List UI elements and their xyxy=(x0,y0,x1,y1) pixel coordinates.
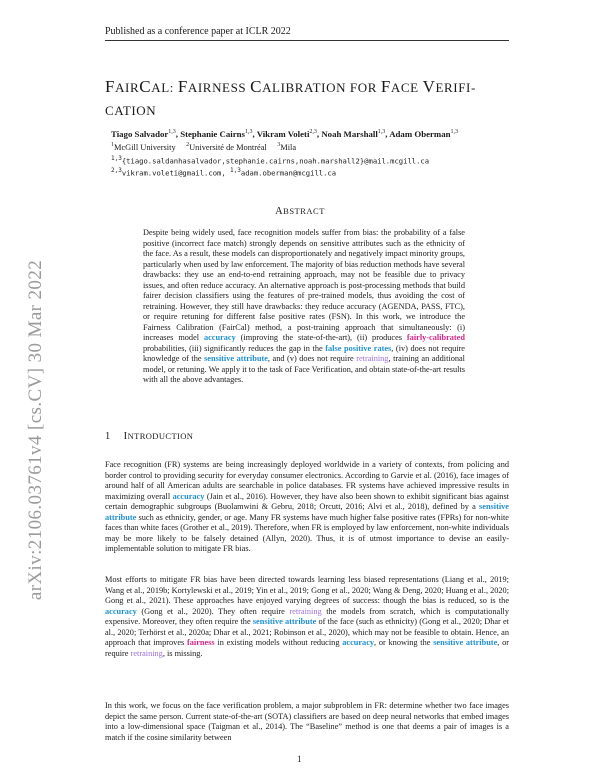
author-affil-sup: 1,3 xyxy=(377,129,386,136)
email-sup: 1,3 xyxy=(230,167,241,174)
author-name: Adam Oberman xyxy=(389,129,451,139)
paragraph-text: , or require xyxy=(105,638,509,658)
heading-smallcaps: NTRODUCTION xyxy=(127,431,194,441)
paragraph-text: such as ethnicity, gender, or age. Many FR systems have much higher false positive rates (FPRs) for non-white faces than white faces (Grother et al., 2019). Therefore, when FR is employed by law enforcement, non-white individuals may be more likely to be falsely detained (Allyn, 2020). Thus, it is of utmost importance to devise an easily-implementable solution to mitigate FR bias. xyxy=(105,512,509,553)
keyword-retraining: retraining xyxy=(289,606,322,616)
section-number: 1 xyxy=(105,431,111,442)
intro-paragraph-3: In this work, we focus on the face verification problem, a major subproblem in FR: determine whether two face images depict the same person. Current state-of-the-art (SOTA) classifiers are based on deep neural networks that embed images into a low-dimensional space (Taigman et al., 2014). The “Baseline” method is one that deems a pair of images is a match if the cosine similarity between xyxy=(105,701,509,742)
title-smallcaps: ACE xyxy=(390,80,423,95)
heading-smallcaps: BSTRACT xyxy=(283,206,325,216)
email-line-1 xyxy=(111,155,429,165)
author-name: Vikram Voleti xyxy=(256,129,310,139)
affiliation: Université de Montréal xyxy=(189,142,267,152)
email-sup: 1,3 xyxy=(111,155,122,162)
paragraph-text: in existing models without reducing xyxy=(214,638,343,647)
paragraph-text: Face recognition (FR) systems are being increasingly deployed worldwide in a variety of contexts, from policing and border control to providing security for everyday consumer electronics. According to Garvie et al. (2016), face images of around half of all American adults are searchable in police databases. FR systems have achieved impressive results in maximizing overall xyxy=(105,460,509,501)
keyword-accuracy: accuracy xyxy=(203,333,236,342)
abstract-heading xyxy=(0,206,600,217)
abstract-text: probabilities, (iii) significantly reduces the gap in the xyxy=(143,343,326,353)
paragraph-text: (Jain et al., 2016). However, they have also been shown to exhibit significant bias against certain demographic subgroups (Buolamwini & Gebru, 2018; Orcutt, 2016; Alvi et al., 2018), defined by a xyxy=(105,491,509,511)
title-initial: C xyxy=(250,77,263,96)
abstract-body xyxy=(143,228,465,386)
paragraph-text: the models from scratch, which is computationally expensive. Moreover, they often require the xyxy=(105,606,509,626)
title-initial: F xyxy=(105,77,116,96)
section-heading-introduction xyxy=(105,431,193,442)
keyword-false-positive-rates: false positive rates xyxy=(325,343,392,353)
affil-sup: 2 xyxy=(186,142,190,148)
title-initial: F xyxy=(380,77,391,96)
abstract-text: , (iv) does not require knowledge of the xyxy=(143,343,465,363)
author-affil-sup: 2,3 xyxy=(309,129,317,136)
abstract-text: , and (v) does not require xyxy=(267,354,357,363)
arxiv-identifier-stamp[interactable]: arXiv:2106.03761v4 [cs.CV] 30 Mar 2022 xyxy=(25,259,46,601)
abstract-text: Despite being widely used, face recognition models suffer from bias: the probability of a false positive (incorrect face match) strongly depends on sensitive attributes such as the ethnicity of the face. As a result, these models can disproportionately and negatively impact minority groups, particularly when used by law enforcement. The majority of bias reduction methods have several drawbacks: they use an end-to-end retraining approach, may not be feasible due to privacy issues, and often reduce accuracy. An alternative approach is post-processing methods that build fairer decision classifiers using the features of pre-trained models, thus avoiding the cost of retraining. However, they still have drawbacks: they reduce accuracy (AGENDA, PASS, FTC), or require retuning for different false positive rates (FSN). In this work, we introduce the Fairness Calibration (FairCal) method, a post-training approach that simultaneously: (i) increases model xyxy=(143,228,465,342)
keyword-accuracy: accuracy xyxy=(105,606,137,616)
page-number: 1 xyxy=(297,754,302,764)
title-smallcaps: AIR xyxy=(115,80,140,95)
affil-sup: 3 xyxy=(277,142,281,148)
keyword-sensitive-attribute: sensitive attribute xyxy=(204,354,268,363)
keyword-accuracy: accuracy xyxy=(342,638,375,647)
title-initial: F xyxy=(177,77,188,96)
author-name: Tiago Salvador xyxy=(111,129,169,139)
header-rule xyxy=(105,40,509,41)
intro-paragraph-1 xyxy=(105,460,509,555)
affil-sup: 1 xyxy=(111,142,114,148)
affiliations xyxy=(111,142,296,152)
title-smallcaps: ALIBRATION FOR xyxy=(262,80,381,95)
author-affil-sup: 1,3 xyxy=(450,129,459,136)
title-smallcaps: AIRNESS xyxy=(187,80,251,95)
author-affil-sup: 1,3 xyxy=(244,129,253,136)
author-affil-sup: 1,3 xyxy=(168,129,176,136)
title-initial: V xyxy=(422,77,436,96)
keyword-sensitive-attribute: sensitive attribute xyxy=(252,617,317,626)
paragraph-text: , or knowing the xyxy=(374,638,434,647)
keyword-fairly-calibrated: fairly-calibrated xyxy=(406,333,465,342)
keyword-retraining: retraining xyxy=(356,354,389,363)
paragraph-text: , is missing. xyxy=(162,648,203,658)
author-name: Noah Marshall xyxy=(321,129,378,139)
author-name: Stephanie Cairns xyxy=(180,129,245,139)
title-smallcaps: ERIFI- xyxy=(435,80,476,95)
abstract-text: , training an additional model, or retuning. We apply it to the task of Face Verification, and obtain state-of-the-art results with all the above advantages. xyxy=(143,354,465,384)
keyword-sensitive-attribute: sensitive attribute xyxy=(105,502,509,522)
keyword-fairness: fairness xyxy=(186,638,215,647)
title-smallcaps: AL: xyxy=(151,80,178,95)
intro-paragraph-2 xyxy=(105,575,509,659)
title-line2: CATION xyxy=(105,103,157,118)
affiliation: McGill University xyxy=(114,142,176,152)
affiliation: Mila xyxy=(280,142,297,152)
email-address[interactable]: vikram.voleti@gmail.com, xyxy=(121,168,226,178)
heading-initial: I xyxy=(123,431,128,442)
email-sup: 2,3 xyxy=(111,167,122,174)
author-list: Tiago Salvador$^{1,3}$, Stephanie Cairns$^{1,3}$, Vikram Voleti$^{2,3}$, Noah Marshall$^{1,3}$, Adam Oberman$^{1,3}$ xyxy=(111,129,459,139)
email-line-2 xyxy=(111,167,336,177)
email-address[interactable]: {tiago.saldanhasalvador,stephanie.cairns,noah.marshall2}@mail.mcgill.ca xyxy=(121,156,430,166)
running-header: Published as a conference paper at ICLR 2022 xyxy=(105,26,291,37)
paragraph-text: of the face (such as ethnicity) (Gong et al., 2020; Dhar et al., 2020; Terhörst et al., 2020a; Dhar et al., 2021; Robinson et al., 2020), which may not be feasible to obtain. Hence, an approach that improves xyxy=(105,617,509,647)
title-initial: C xyxy=(139,77,152,96)
keyword-sensitive-attribute: sensitive attribute xyxy=(433,638,498,647)
heading-initial: A xyxy=(275,206,284,217)
paragraph-text: (Gong et al., 2020). They often require xyxy=(136,606,290,616)
paragraph-text: Most efforts to mitigate FR bias have been directed towards learning less biased representations (Liang et al., 2019; Wang et al., 2019b; Kortylewski et al., 2019; Yin et al., 2019; Gong et al., 2020; Wang & Deng, 2020; Huang et al., 2020; Gong et al., 2021). These approaches have enjoyed varying degrees of success: though the bias is reduced, so is the xyxy=(105,575,509,605)
keyword-retraining: retraining xyxy=(130,648,163,658)
abstract-text: (improving the state-of-the-art), (ii) produces xyxy=(235,333,407,342)
keyword-accuracy: accuracy xyxy=(172,491,205,501)
email-address[interactable]: adam.oberman@mcgill.ca xyxy=(240,168,337,178)
paper-title xyxy=(105,76,515,122)
